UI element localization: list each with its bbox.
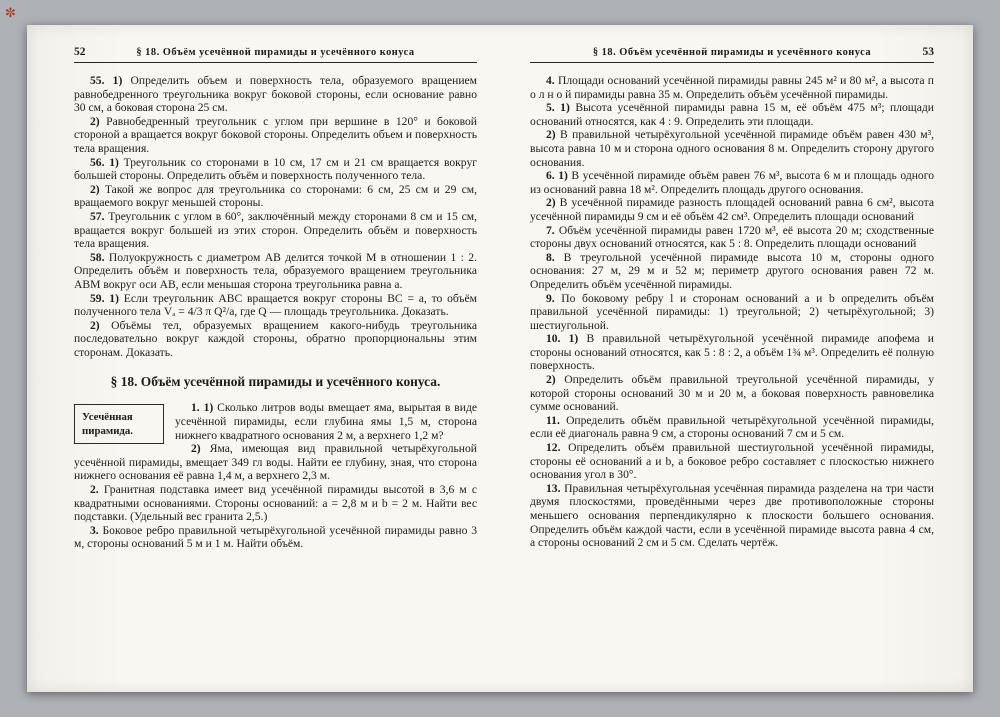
- right-page-number: 53: [922, 46, 934, 58]
- problem-paragraph: [530, 292, 934, 333]
- problem-text: Объёмы тел, образуемых вращением какого-нибудь треугольника последовательно вокруг каждой стороны, обратно пропорциональны этим сторонам. Доказать.: [74, 318, 477, 359]
- section-heading: § 18. Объём усечённой пирамиды и усечённого конуса.: [110, 374, 441, 390]
- problem-number: 55. 1): [90, 74, 131, 87]
- problem-text: В правильной четырёхугольной усечённой пирамиде объём равен 430 м³, высота равна 10 м и сторона одного основания 8 м. Определить сторону другого основания.: [530, 128, 935, 169]
- problem-paragraph: [530, 74, 934, 101]
- problem-text: Яма, имеющая вид правильной четырёхугольной усечённой пирамиды, вмещает 349 гл воды. Найти ее глубину, зная, что сторона нижнего основания её равна 1,4 м, а верхнего 2,3 м.: [74, 442, 477, 483]
- right-running-title: § 18. Объём усечённой пирамиды и усечённого конуса: [592, 47, 872, 58]
- left-page: [74, 46, 477, 551]
- margin-note-box: [74, 404, 164, 444]
- margin-note-label: Усечённая пирамида.: [82, 411, 133, 438]
- problem-number: 2): [90, 318, 112, 332]
- problem-number: 10. 1): [546, 332, 587, 346]
- right-page-body: [530, 74, 934, 550]
- problem-text: Правильная четырёхугольная усечённая пирамида разделена на три части двумя плоскостями, проведёнными через две противоположные стороны меньшего основания перпендикулярно к плоскости большего основания. Определить объём каждой части, если в усечённой пирамиде высота равна 4 см, а стороны оснований 2 см и 5 см. Сделать чертёж.: [530, 481, 935, 550]
- problem-paragraph: [74, 319, 477, 360]
- problem-number: 2): [546, 128, 561, 142]
- problem-text: Определить объём правильной четырёхугольной усечённой пирамиды, если её диагональ равна 9 см, а стороны оснований 7 см и 5 см.: [530, 413, 934, 441]
- problem-number: 58.: [90, 250, 109, 264]
- problem-text: Равнобедренный треугольник с углом при вершине в 120° и боковой стороной a вращается вокруг боковой стороны. Определить объем и поверхность тела вращения.: [74, 114, 477, 155]
- problem-text: Гранитная подставка имеет вид усечённой пирамиды высотой в 3,6 м с квадратными основаниями. Стороны оснований: a = 2,8 м и b = 2 м. Найти вес подставки. (Удельный вес гранита 2,5.): [74, 483, 477, 524]
- problem-number: 5. 1): [546, 101, 576, 115]
- problem-text: Объём усечённой пирамиды равен 1720 м³, её высота 20 м; сходственные стороны двух оснований относятся, как 5 : 8. Определить площади оснований: [530, 223, 935, 251]
- problem-number: 3.: [90, 523, 103, 537]
- problem-number: 2): [546, 373, 565, 387]
- problem-number: 12.: [546, 441, 569, 455]
- problem-paragraph: [74, 156, 477, 183]
- problem-number: 1. 1): [191, 401, 218, 415]
- problem-number: 2): [90, 182, 105, 196]
- problem-number: 2): [546, 196, 560, 210]
- left-running-head: [74, 46, 477, 63]
- problem-text: В правильной четырёхугольной усечённой пирамиде апофема и стороны оснований относятся, как 5 : 8 : 2, а объём 1¾ м³. Определить её полную поверхность.: [530, 332, 935, 373]
- problem-paragraph: [74, 251, 477, 292]
- problem-paragraph: [530, 482, 934, 550]
- problem-paragraph: [74, 115, 477, 156]
- problem-text: Определить объём правильной шестиугольной усечённой пирамиды, стороны её оснований a и b, а боковое ребро составляет с плоскостью нижнего основания угол в 30°.: [530, 441, 934, 482]
- problem-number: 4.: [546, 74, 559, 87]
- problems-top-list: [74, 74, 477, 359]
- problem-paragraph: [530, 196, 934, 223]
- problem-number: 57.: [90, 209, 109, 223]
- left-page-number: 52: [74, 46, 86, 58]
- problem-paragraph: [74, 183, 477, 210]
- problem-number: 2.: [90, 483, 104, 497]
- problem-number: 7.: [546, 223, 559, 237]
- problem-text: Такой же вопрос для треугольника со сторонами: 6 см, 25 см и 29 см, вращаемого вокруг меньшей стороны.: [74, 182, 477, 210]
- right-page: [530, 46, 934, 550]
- problem-text: Треугольник со сторонами в 10 см, 17 см и 21 см вращается вокруг большей стороны. Определить объём и поверхность полученного тела.: [74, 155, 477, 183]
- problem-number: 13.: [546, 481, 565, 495]
- problem-number: 2): [90, 114, 107, 128]
- left-running-title: § 18. Объём усечённой пирамиды и усечённого конуса: [136, 47, 415, 58]
- right-running-head: [530, 46, 934, 63]
- problem-text: Если треугольник ABC вращается вокруг стороны BC = a, то объём полученного тела Vₐ = 4/3 π Q²/a, где Q — площадь треугольника. Доказать.: [74, 291, 477, 319]
- problem-paragraph: [530, 101, 934, 128]
- problem-paragraph: [74, 210, 477, 251]
- problem-paragraph: [530, 414, 934, 441]
- problem-paragraph: [74, 442, 477, 483]
- problem-paragraph: [530, 169, 934, 196]
- problem-paragraph: [74, 524, 477, 551]
- problem-number: 6. 1): [546, 169, 572, 183]
- problem-text: В треугольной усечённой пирамиде высота 10 м, стороны одного основания: 27 м, 29 м и 52 м; периметр другого основания равен 72 м. Определить объём усечённой пирамиды.: [530, 250, 934, 291]
- problem-text: Определить объем и поверхность тела, образуемого вращением равнобедренного треугольника вокруг боковой стороны, если основание равно 30 см, а боковая сторона 25 см.: [74, 74, 477, 115]
- problems-bottom-list: [74, 401, 477, 551]
- problem-text: В усечённой пирамиде объём равен 76 м³, высота 6 м и площадь одного из оснований равна 18 м². Определить площадь другого основания.: [530, 169, 934, 196]
- problem-text: Высота усечённой пирамиды равна 15 м, её объём 475 м³; площади оснований относятся, как 4 : 9. Определить эти площади.: [530, 101, 934, 128]
- red-stamp-icon: ✼: [5, 5, 16, 20]
- problem-number: 8.: [546, 250, 564, 264]
- problem-number: 9.: [546, 291, 562, 305]
- left-page-body: [74, 74, 477, 551]
- problem-paragraph: [530, 373, 934, 414]
- problem-text: В усечённой пирамиде разность площадей оснований равна 6 см², высота усечённой пирамиды 9 см и её объём 42 см³. Определить площади оснований: [530, 196, 934, 223]
- problem-number: 56. 1): [90, 155, 124, 169]
- problem-paragraph: [74, 74, 477, 115]
- problem-paragraph: [530, 332, 934, 373]
- problem-paragraph: [74, 292, 477, 319]
- problem-paragraph: [530, 224, 934, 251]
- problem-number: 11.: [546, 413, 567, 427]
- problem-text: Полуокружность с диаметром AB делится точкой M в отношении 1 : 2. Определить объём и поверхность тела, образуемого вращением треугольника ABM вокруг оси AB, если меньшая сторона треугольника равна a.: [74, 250, 478, 291]
- problem-text: Боковое ребро правильной четырёхугольной усечённой пирамиды равно 3 м, стороны оснований 5 м и 1 м. Найти объём.: [74, 523, 477, 551]
- problem-text: Сколько литров воды вмещает яма, вырытая в виде усечённой пирамиды, если глубина ямы 1,5 м, сторона нижнего квадратного основания 2 м, а верхнего 1,2 м?: [175, 401, 477, 442]
- problem-number: 2): [191, 442, 210, 456]
- problem-text: Определить объём правильной треугольной усечённой пирамиды, у которой стороны оснований 30 м и 20 м, а боковая поверхность равновелика сумме оснований.: [530, 373, 934, 414]
- problem-text: Площади оснований усечённой пирамиды равны 245 м² и 80 м², а высота п о л н о й пирамиды равна 35 м. Определить объём усечённой пирамиды.: [530, 74, 934, 101]
- problem-paragraph: [530, 251, 934, 292]
- problem-text: По боковому ребру l и сторонам оснований a и b определить объём правильной усечённой пирамиды: 1) треугольной; 2) четырёхугольной; 3) шестиугольной.: [530, 291, 934, 332]
- problem-number: 59. 1): [90, 291, 124, 305]
- problem-paragraph: [530, 441, 934, 482]
- problems-list: [530, 74, 934, 550]
- problem-paragraph: [74, 483, 477, 524]
- book-spread-paper: [27, 25, 973, 692]
- problem-paragraph: [530, 128, 934, 169]
- problem-text: Треугольник с углом в 60°, заключённый между сторонами 8 см и 15 см, вращается вокруг большей из этих сторон. Определить объём и поверхность тела вращения.: [74, 209, 477, 251]
